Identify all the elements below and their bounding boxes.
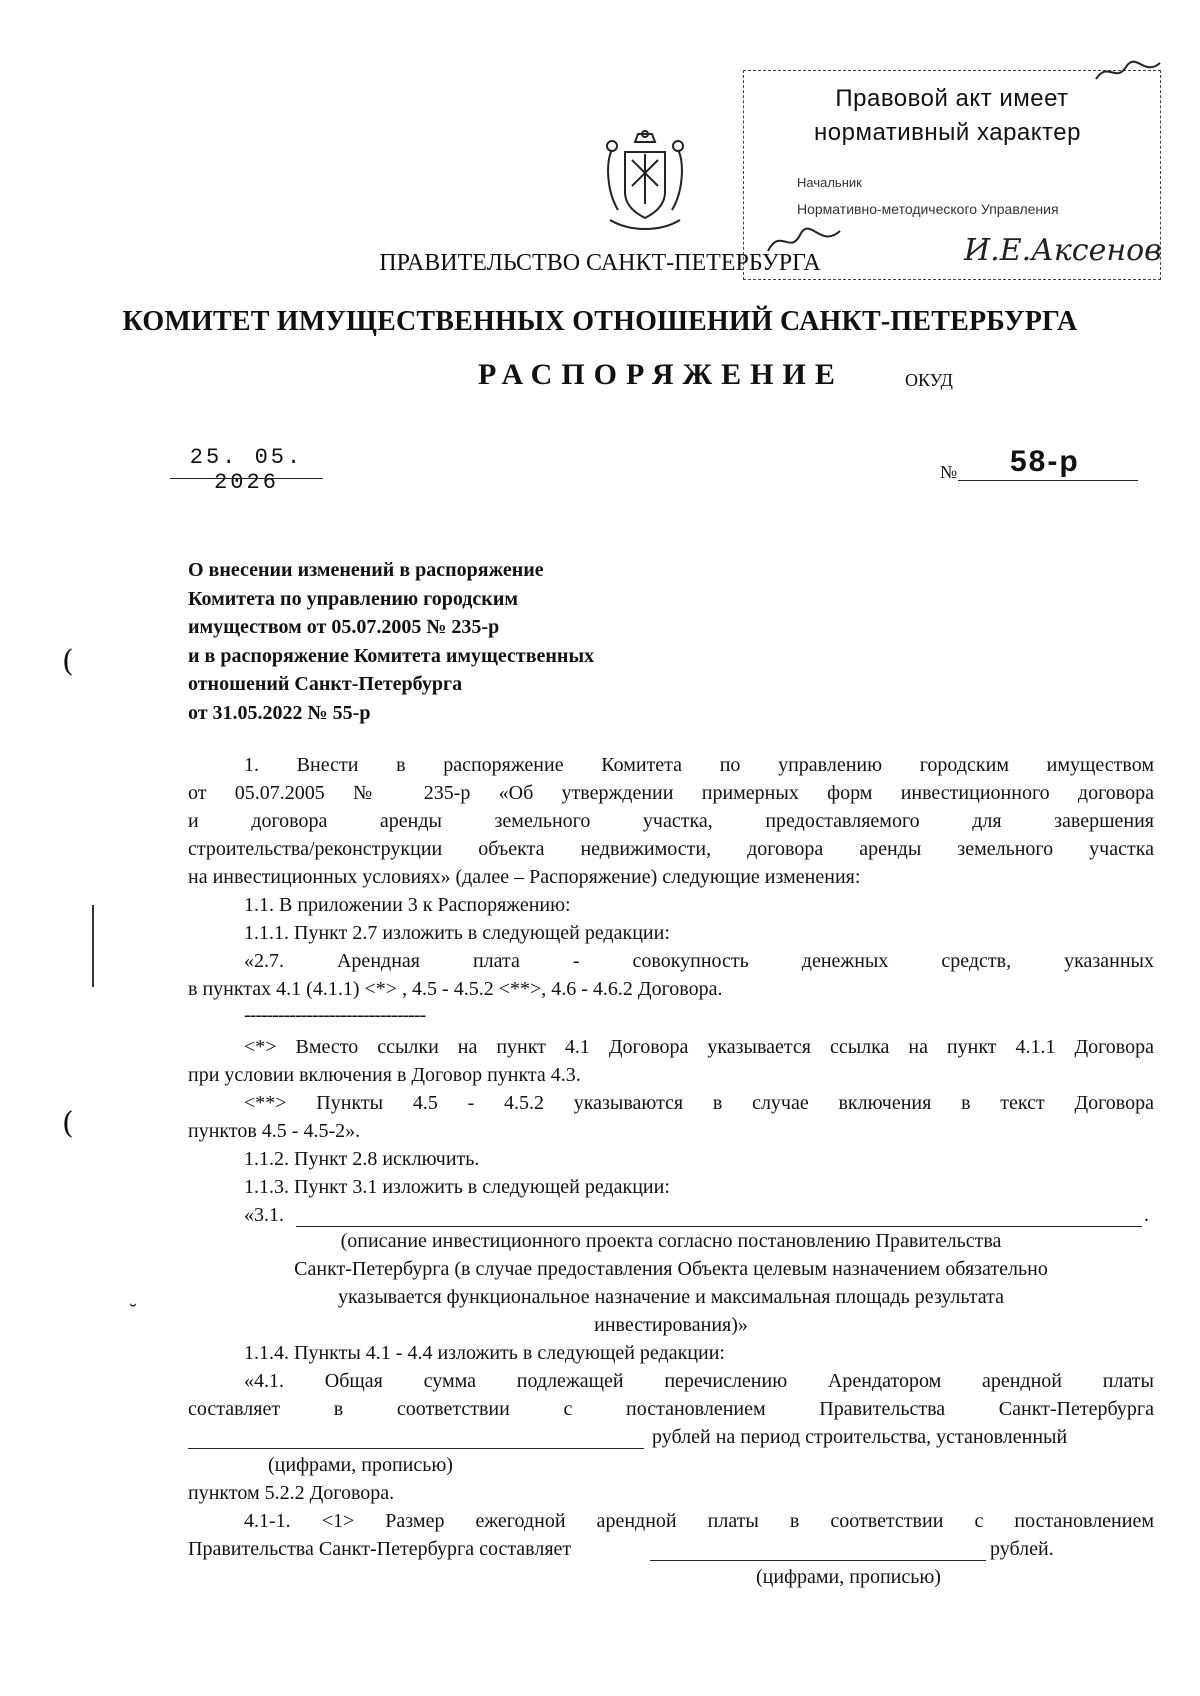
stamp-line-1: Правовой акт имеет [835,85,1069,112]
clause-3-1-end: . [1144,1204,1149,1226]
okud-label: ОКУД [905,370,953,390]
stamp-signature: И.Е.Аксенов [964,233,1162,268]
paragraph-1-line-4: строительства/реконструкции объекта недвижимости, договора аренды земельного участка [188,838,1154,860]
footnote-1-line-1: <*> Вместо ссылки на пункт 4.1 Договора указывается ссылка на пункт 4.1.1 Договора [244,1036,1154,1058]
footnote-2-line-2: пунктов 4.5 - 4.5-2». [188,1120,361,1142]
clause-1-1-4: 1.1.4. Пункты 4.1 - 4.4 изложить в следующей редакции: [244,1342,725,1364]
clause-3-1-label: «3.1. [244,1204,284,1226]
coat-of-arms-icon [600,130,690,235]
clause-4-1-1-fill-line [650,1560,986,1561]
clause-3-1-fill-line [296,1226,1142,1227]
normative-stamp [743,70,1161,280]
clause-4-1-line-2: составляет в соответствии с постановлением Правительства Санкт-Петербурга [188,1398,1154,1420]
clause-4-1-1-line-1: 4.1-1. <1> Размер ежегодной арендной платы в соответствии с постановлением [244,1510,1154,1532]
date-underline [170,478,323,479]
clause-2-7-line-1: «2.7. Арендная плата - совокупность денежных средств, указанных [244,950,1154,972]
subject-line: Комитета по управлению городским [188,587,518,610]
margin-bar [92,905,94,987]
signature-scribble-icon [1094,57,1164,87]
clause-4-1-1-note: (цифрами, прописью) [756,1566,941,1588]
order-date: 25. 05. 2026 [189,445,304,495]
number-underline [958,480,1138,481]
order-number: 58-р [1010,445,1080,478]
clause-4-1-fill-line [188,1448,644,1449]
clause-4-1-line-4: пунктом 5.2.2 Договора. [188,1482,395,1504]
subject-line: имуществом от 05.07.2005 № 235-р [188,616,500,638]
clause-3-1-note-1: (описание инвестиционного проекта согласно постановлению Правительства [340,1230,1002,1252]
clause-4-1-note: (цифрами, прописью) [268,1454,453,1476]
clause-1-1-1: 1.1.1. Пункт 2.7 изложить в следующей редакции: [244,922,670,944]
stamp-line-2: нормативный характер [814,119,1081,146]
subject-line: отношений Санкт-Петербурга [188,673,463,695]
number-sign: № [940,462,958,482]
footnote-separator: -------------------------------- [244,1004,426,1026]
margin-mark: ( [62,1106,74,1141]
subject-line: от 31.05.2022 № 55-р [188,701,371,724]
clause-4-1-1-line-2-end: рублей. [990,1538,1054,1560]
clause-4-1-1-line-2: Правительства Санкт-Петербурга составляет [188,1538,572,1560]
committee-title: КОМИТЕТ ИМУЩЕСТВЕННЫХ ОТНОШЕНИЙ САНКТ-ПЕТЕРБУРГА [122,306,1078,337]
clause-3-1-note-3: указывается функциональное назначение и максимальная площадь результата [338,1286,1004,1308]
order-subject [188,556,708,727]
subject-line: О внесении изменений в распоряжение [188,559,544,581]
clause-3-1-note-2: Санкт-Петербурга (в случае предоставления Объекта целевым назначением обязательно [294,1258,1048,1280]
paragraph-1-line-5: на инвестиционных условиях» (далее – Распоряжение) следующие изменения: [188,866,861,888]
government-title: ПРАВИТЕЛЬСТВО САНКТ-ПЕТЕРБУРГА [379,250,821,276]
paragraph-1-line-3: и договора аренды земельного участка, предоставляемого для завершения [188,810,1154,832]
clause-3-1-note-4: инвестирования)» [594,1314,748,1336]
clause-1-1-2: 1.1.2. Пункт 2.8 исключить. [244,1148,480,1170]
clause-4-1-line-1: «4.1. Общая сумма подлежащей перечислению Арендатором арендной платы [244,1370,1154,1392]
margin-mark: ( [62,644,74,679]
paragraph-1-line-1: 1. Внести в распоряжение Комитета по управлению городским имуществом [244,754,1154,776]
footnote-2-line-1: <**> Пункты 4.5 - 4.5.2 указываются в случае включения в текст Договора [244,1092,1154,1114]
clause-2-7-line-2: в пунктах 4.1 (4.1.1) <*> , 4.5 - 4.5.2 <**>, 4.6 - 4.6.2 Договора. [188,978,723,1000]
stamp-position-1: Начальник [797,175,862,190]
subject-line: и в распоряжение Комитета имущественных [188,644,595,667]
order-title: РАСПОРЯЖЕНИЕ [478,358,844,391]
margin-mark: ˘ [128,1300,138,1324]
clause-1-1-3: 1.1.3. Пункт 3.1 изложить в следующей редакции: [244,1176,670,1198]
paragraph-1-line-2: от 05.07.2005 № 235-р «Об утверждении примерных форм инвестиционного договора [188,782,1154,804]
footnote-1-line-2: при условии включения в Договор пункта 4.3. [188,1064,581,1086]
stamp-position-2: Нормативно-методического Управления [797,201,1059,217]
clause-1-1: 1.1. В приложении 3 к Распоряжению: [244,894,571,916]
clause-4-1-line-3: рублей на период строительства, установленный [652,1426,1068,1448]
